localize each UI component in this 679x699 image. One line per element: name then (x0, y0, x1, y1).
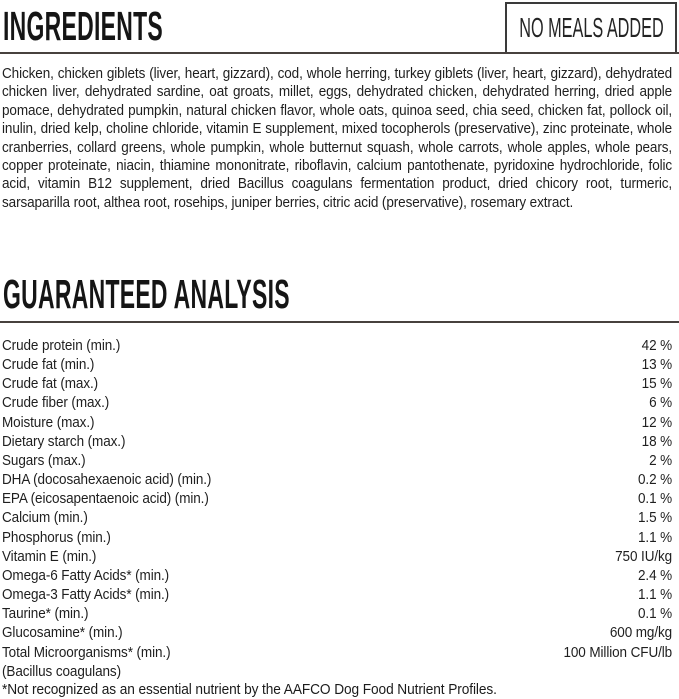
analysis-row-value: 18 % (641, 433, 673, 450)
analysis-row (2, 394, 672, 413)
analysis-row-label: Omega-6 Fatty Acids* (min.) (2, 567, 170, 584)
guaranteed-analysis-divider-rule (0, 321, 679, 323)
analysis-row-value: 12 % (641, 414, 673, 431)
analysis-row-label: Calcium (min.) (2, 510, 88, 527)
analysis-row-label: Crude fat (min.) (2, 357, 95, 374)
analysis-row-value: 600 mg/kg (609, 625, 673, 642)
ingredients-divider-rule (0, 52, 679, 54)
analysis-row-value: 0.1 % (638, 606, 673, 623)
analysis-row-label: Crude protein (min.) (2, 338, 121, 354)
analysis-row (2, 337, 672, 356)
analysis-row (2, 644, 672, 663)
analysis-row-value: 1.1 % (638, 529, 673, 546)
analysis-row (2, 605, 672, 624)
analysis-row (2, 586, 672, 605)
analysis-row-label: Taurine* (min.) (2, 606, 89, 623)
ingredients-paragraph: Chicken, chicken giblets (liver, heart, gizzard), cod, whole herring, turkey giblets (liver, heart, gizzard), dehydrated chicken liver, dehydrated sardine, oat groats, millet, eggs, dehydrated chicken, dehydrated herring, dried apple pomace, dehydrated pumpkin, natural chicken flavor, whole oats, quinoa seed, chia seed, chicken fat, pollock oil, inulin, dried kelp, choline chloride, vitamin E supplement, mixed tocopherols (preservative), zinc proteinate, whole cranberries, collard greens, whole pumpkin, whole butternut squash, whole carrots, whole apples, whole pears, copper proteinate, niacin, thiamine mononitrate, riboflavin, calcium pantothenate, pyridoxine hydrochloride, folic acid, vitamin B12 supplement, dried Bacillus coagulans fermentation product, dried chicory root, turmeric, sarsaparilla root, althea root, rosehips, juniper berries, citric acid (preservative), rosemary extract. (2, 66, 673, 211)
no-meals-added-badge-label: NO MEALS ADDED (518, 12, 664, 43)
analysis-row (2, 529, 672, 548)
no-meals-added-badge (505, 2, 677, 54)
analysis-row (2, 624, 672, 643)
analysis-row-value: 42 % (641, 338, 673, 354)
analysis-row-label: Glucosamine* (min.) (2, 625, 123, 642)
analysis-row (2, 375, 672, 394)
analysis-row-label: EPA (eicosapentaenoic acid) (min.) (2, 491, 209, 508)
analysis-row (2, 567, 672, 586)
analysis-row-value: 2.4 % (638, 567, 673, 584)
analysis-row-value: 0.2 % (638, 472, 673, 489)
analysis-row-value: 0.1 % (638, 491, 673, 508)
analysis-row-value: 2 % (649, 452, 673, 469)
analysis-row-label: Vitamin E (min.) (2, 548, 97, 565)
analysis-row-value: 15 % (641, 376, 673, 393)
analysis-row-label: (Bacillus coagulans) (2, 663, 121, 680)
analysis-row-label: Sugars (max.) (2, 452, 86, 469)
analysis-row (2, 663, 672, 682)
analysis-row (2, 509, 672, 528)
analysis-row-label: Omega-3 Fatty Acids* (min.) (2, 587, 170, 604)
analysis-row-label: Total Microorganisms* (min.) (2, 644, 171, 661)
analysis-row-label: DHA (docosahexaenoic acid) (min.) (2, 472, 212, 489)
analysis-row (2, 414, 672, 433)
guaranteed-analysis-section-title: GUARANTEED ANALYSIS (3, 271, 290, 317)
analysis-row-label: Dietary starch (max.) (2, 433, 126, 450)
analysis-row-value: 6 % (649, 395, 673, 412)
analysis-row (2, 433, 672, 452)
analysis-row-value: 1.1 % (638, 587, 673, 604)
analysis-row-label: Moisture (max.) (2, 414, 95, 431)
analysis-row-value: 750 IU/kg (615, 548, 673, 565)
analysis-row-value: 1.5 % (638, 510, 673, 527)
analysis-row-value: 13 % (641, 357, 673, 374)
analysis-row (2, 490, 672, 509)
analysis-row (2, 548, 672, 567)
ingredients-section-title: INGREDIENTS (3, 3, 163, 49)
analysis-row-label: Phosphorus (min.) (2, 529, 111, 546)
analysis-row (2, 471, 672, 490)
aafco-footnote: *Not recognized as an essential nutrient by the AAFCO Dog Food Nutrient Profiles. (2, 682, 497, 698)
analysis-row-label: Crude fiber (max.) (2, 395, 110, 412)
analysis-row-label: Crude fat (max.) (2, 376, 99, 393)
analysis-row-value: 100 Million CFU/lb (563, 644, 673, 661)
guaranteed-analysis-table (2, 337, 672, 682)
analysis-row (2, 452, 672, 471)
analysis-row (2, 356, 672, 375)
